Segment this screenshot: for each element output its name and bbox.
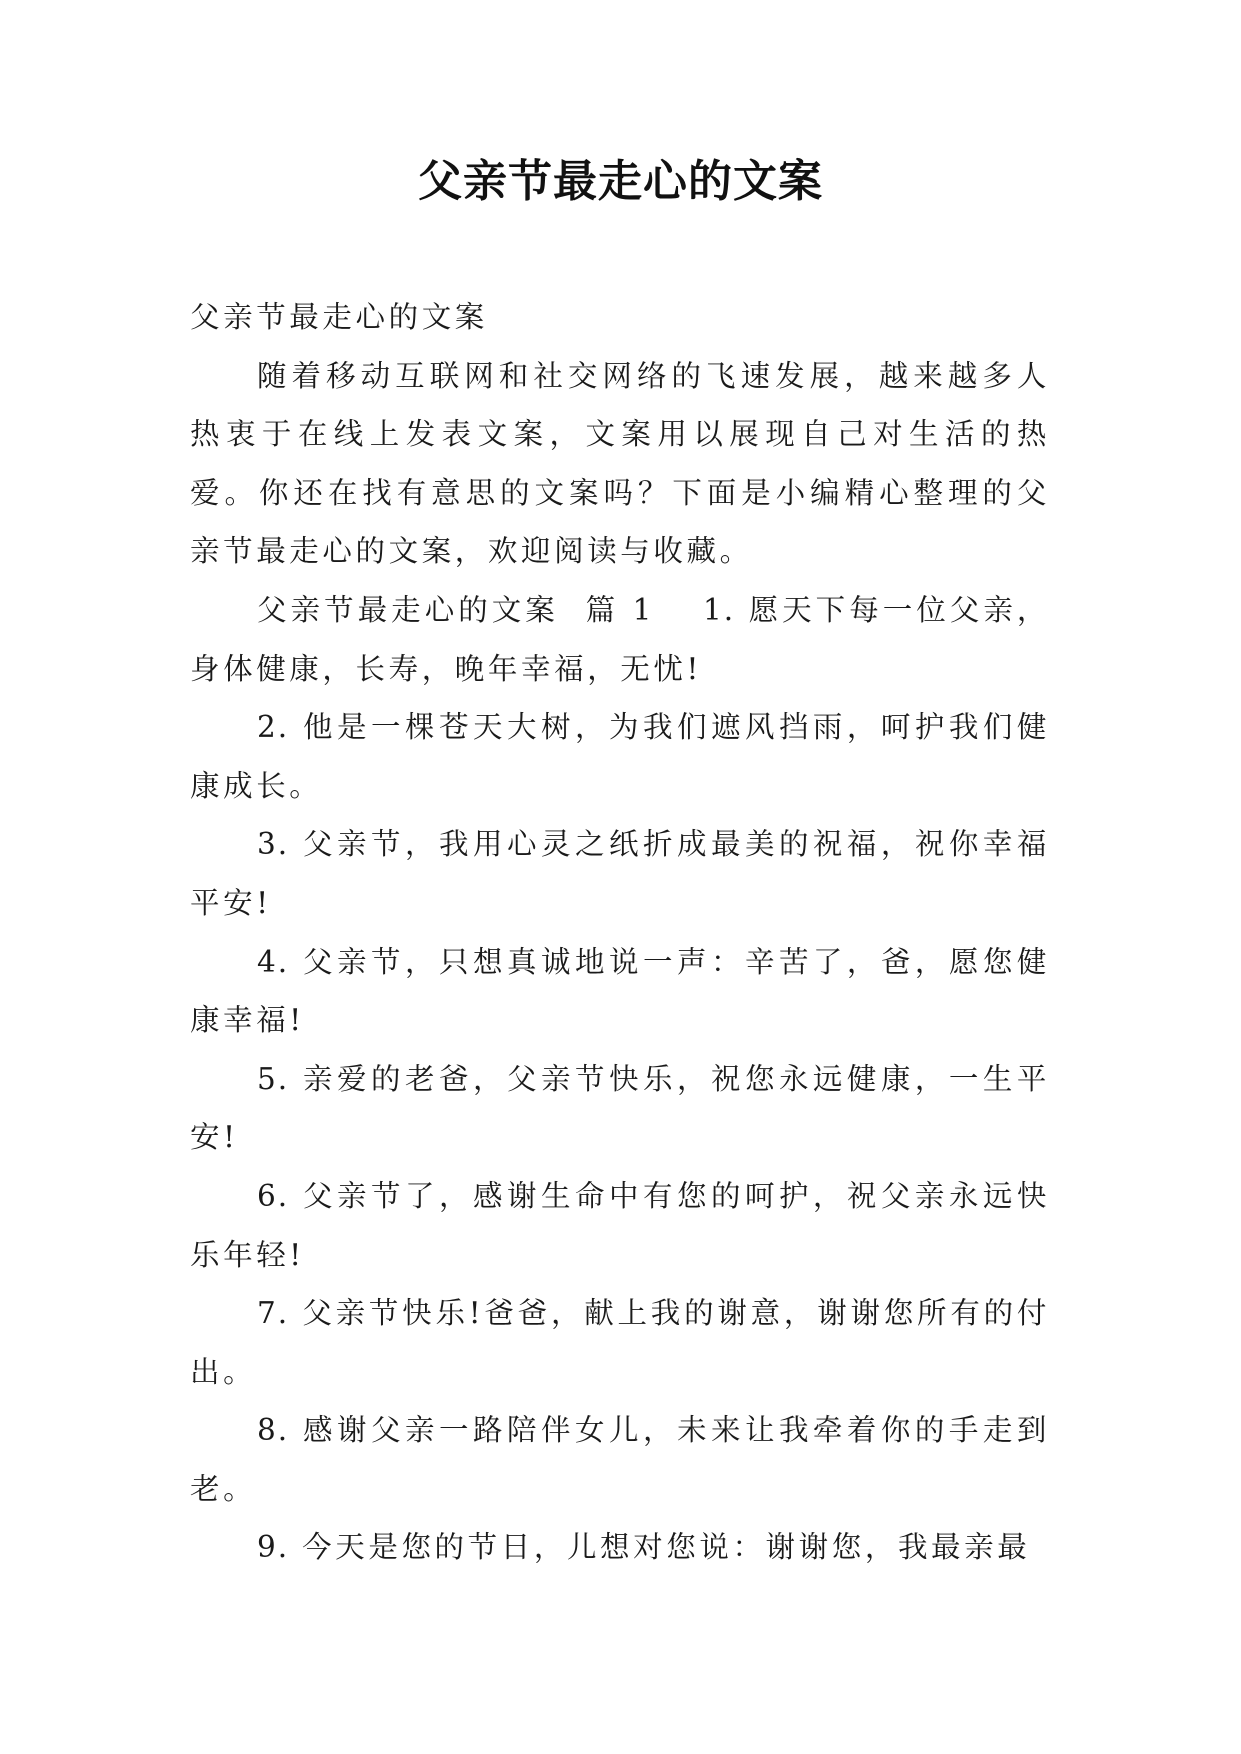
item-number: 6. xyxy=(257,1178,290,1213)
item-number: 3. xyxy=(257,827,290,862)
item-text: 愿天下每一位父亲，身体健康，长寿，晚年幸福，无忧! xyxy=(190,592,1050,686)
list-item xyxy=(190,1284,1050,1401)
item-text: 他是一棵苍天大树，为我们遮风挡雨，呵护我们健康成长。 xyxy=(190,710,1050,803)
document-title: 父亲节最走心的文案 xyxy=(418,156,823,207)
list-item xyxy=(190,815,1050,932)
list-item xyxy=(190,698,1050,815)
item-number: 8. xyxy=(257,1413,290,1448)
item-text: 父亲节，我用心灵之纸折成最美的祝福，祝你幸福平安! xyxy=(190,827,1050,920)
list-item xyxy=(190,1167,1050,1284)
item-number: 5. xyxy=(257,1061,290,1096)
item-text: 今天是您的节日，儿想对您说：谢谢您，我最亲最 xyxy=(302,1530,1031,1565)
item-number: 2. xyxy=(257,710,290,745)
list-item xyxy=(190,1401,1050,1518)
item-text: 父亲节，只想真诚地说一声：辛苦了，爸，愿您健康幸福! xyxy=(190,944,1050,1038)
document-body xyxy=(190,288,1050,1577)
list-item xyxy=(190,933,1050,1050)
section-paragraph xyxy=(190,581,1050,698)
section-heading: 父亲节最走心的文案 篇 1 xyxy=(257,592,655,627)
intro-paragraph: 随着移动互联网和社交网络的飞速发展，越来越多人热衷于在线上发表文案，文案用以展现自己对生活的热爱。你还在找有意思的文案吗？下面是小编精心整理的父亲节最走心的文案，欢迎阅读与收藏。 xyxy=(190,358,1050,569)
item-text: 亲爱的老爸，父亲节快乐，祝您永远健康，一生平安! xyxy=(190,1061,1050,1155)
item-number: 9. xyxy=(257,1530,290,1565)
item-text: 感谢父亲一路陪伴女儿，未来让我牵着你的手走到老。 xyxy=(190,1413,1050,1506)
item-text: 父亲节快乐!爸爸，献上我的谢意，谢谢您所有的付出。 xyxy=(190,1296,1051,1389)
item-number: 7. xyxy=(257,1296,290,1331)
item-number: 1. xyxy=(703,592,736,627)
list-item xyxy=(190,1050,1050,1167)
document-subtitle: 父亲节最走心的文案 xyxy=(190,300,488,334)
item-number: 4. xyxy=(257,944,290,979)
item-text: 父亲节了，感谢生命中有您的呵护，祝父亲永远快乐年轻! xyxy=(190,1178,1050,1272)
list-item xyxy=(190,1518,1050,1577)
